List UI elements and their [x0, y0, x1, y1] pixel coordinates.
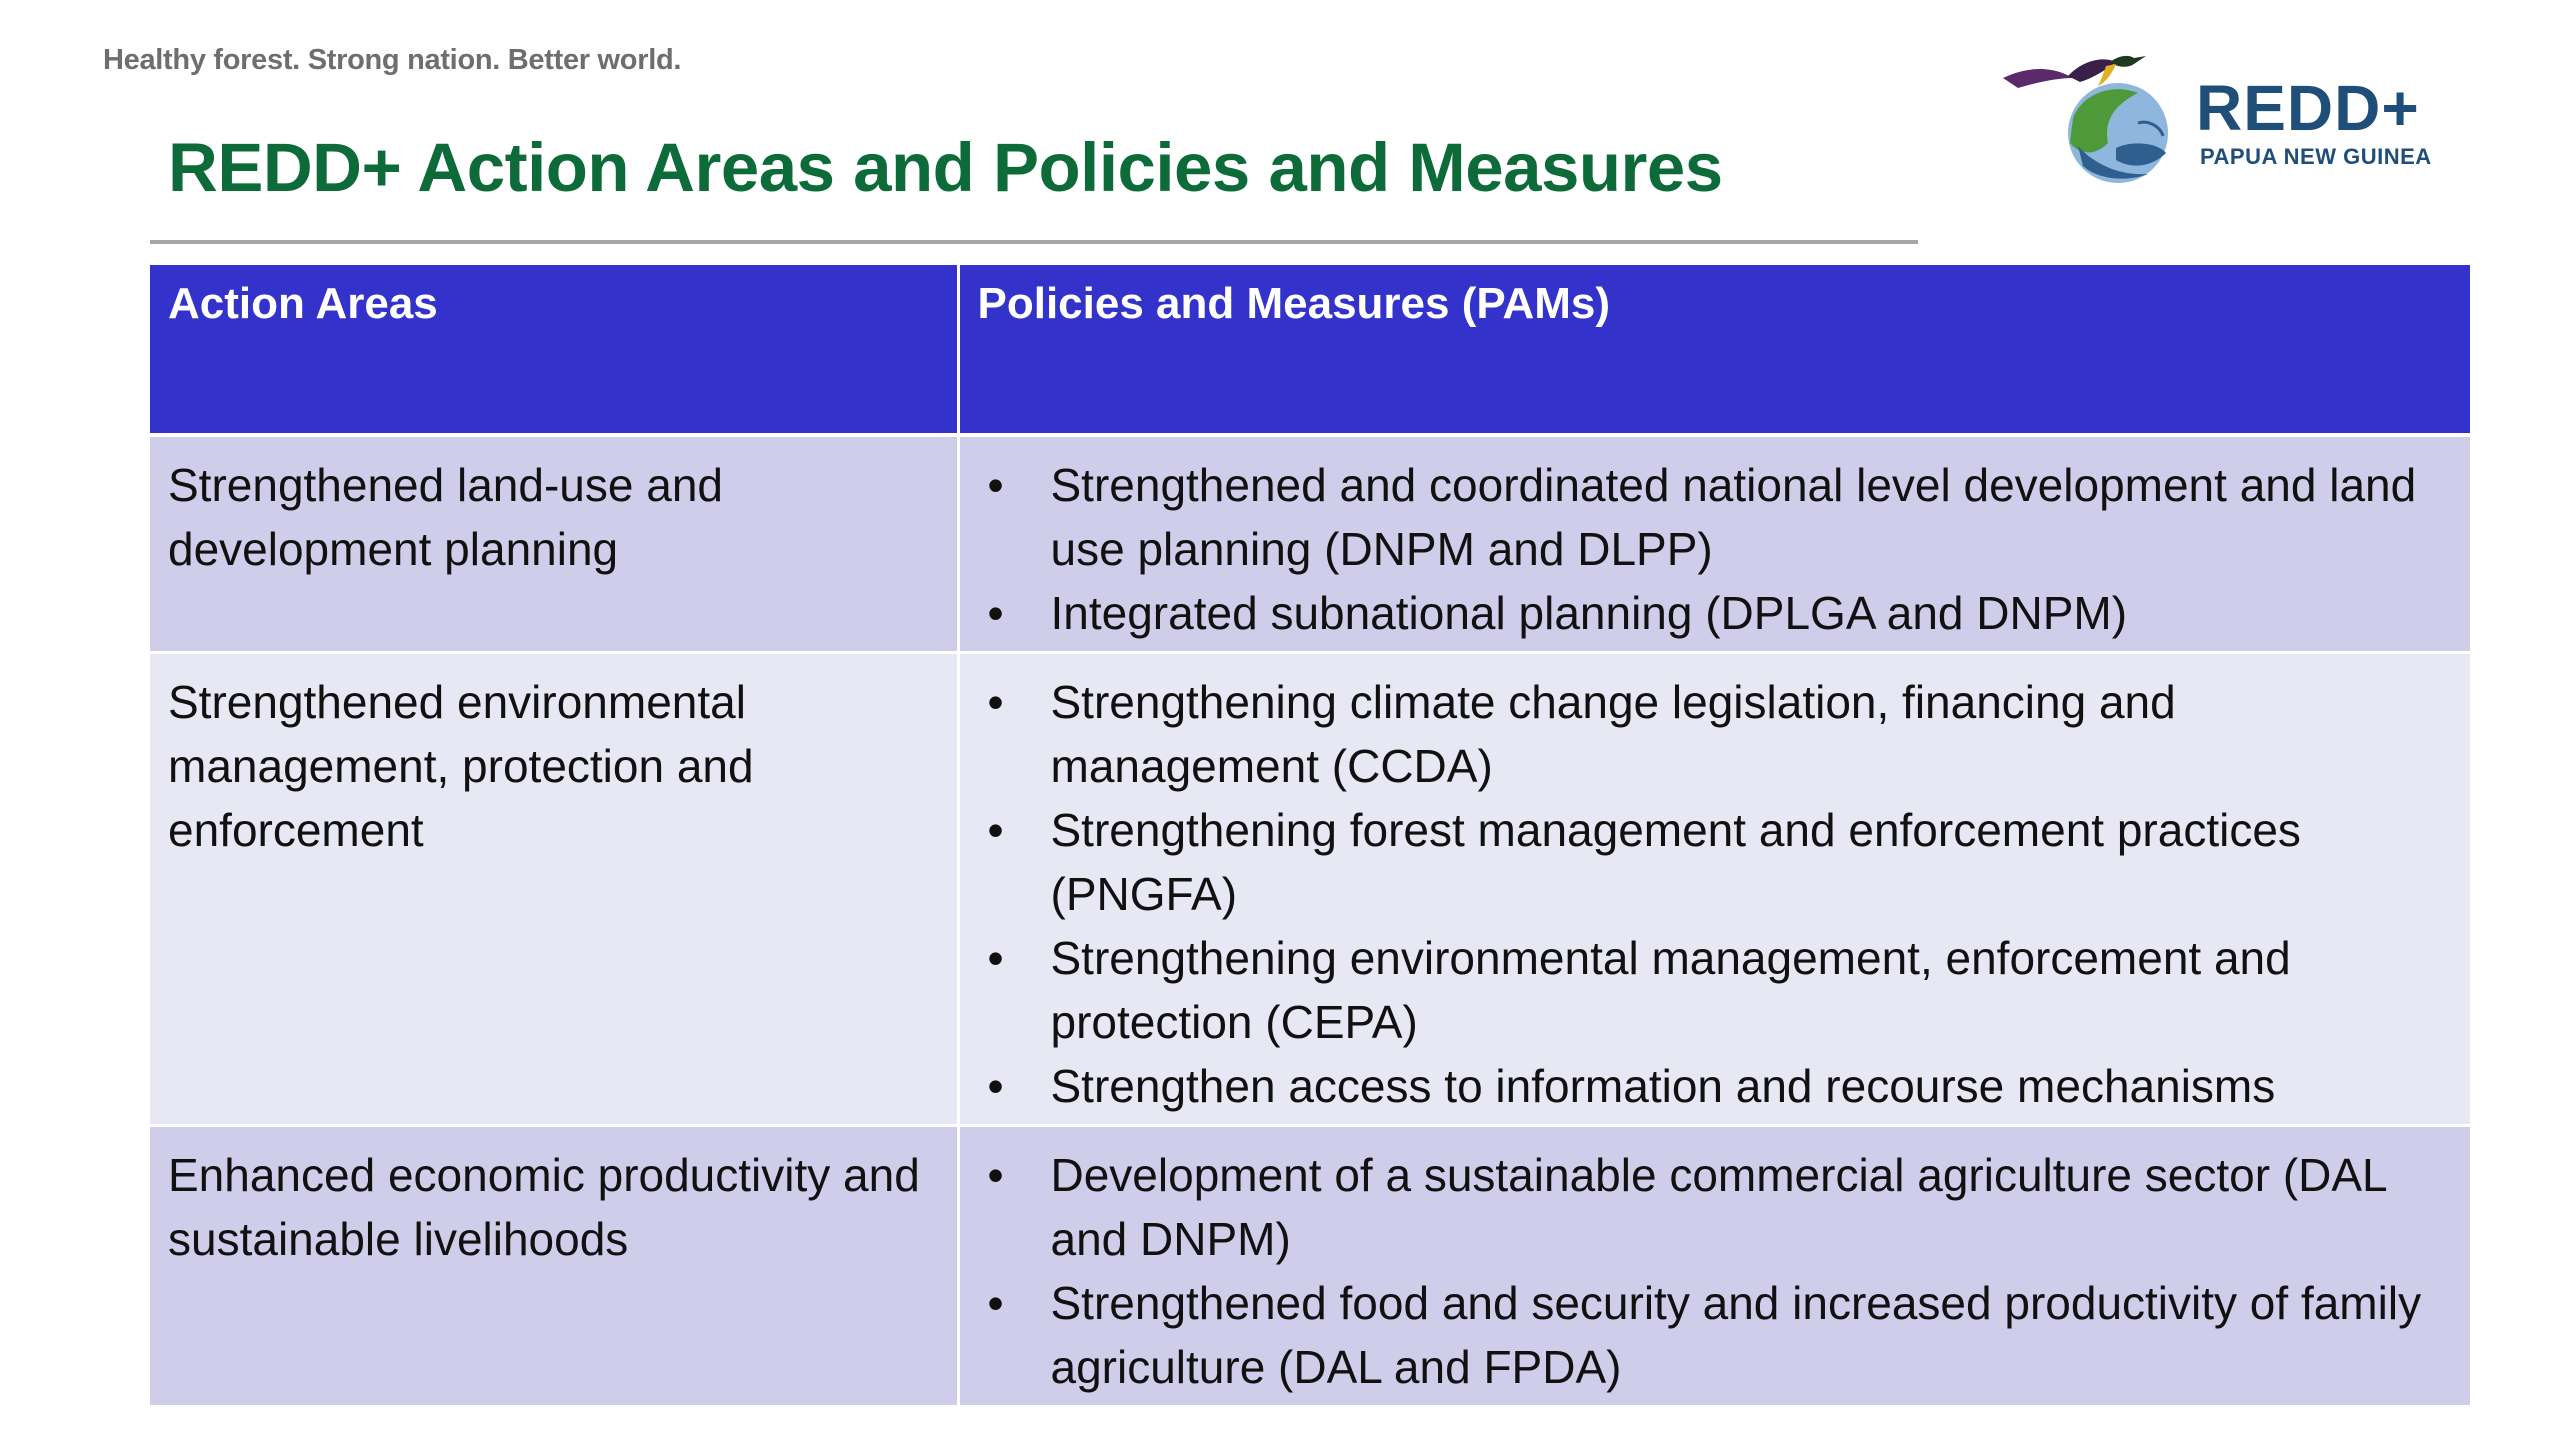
pams-list	[978, 670, 2453, 1118]
pam-item: • Development of a sustainable commercial agriculture sector (DAL and DNPM)	[978, 1143, 2453, 1271]
action-area-cell: Enhanced economic productivity and sustainable livelihoods	[150, 1126, 958, 1407]
table-row	[150, 435, 2470, 653]
pams-cell	[958, 1126, 2470, 1407]
pams-list	[978, 1143, 2453, 1399]
bird-globe-icon	[1998, 48, 2198, 188]
pam-item: • Strengthened food and security and increased productivity of family agriculture (DAL and FPDA)	[978, 1271, 2453, 1399]
pams-table	[150, 265, 2470, 1408]
tagline: Healthy forest. Strong nation. Better world.	[103, 44, 682, 76]
pams-cell	[958, 653, 2470, 1126]
pams-list	[978, 453, 2453, 645]
column-header-pams: Policies and Measures (PAMs)	[958, 265, 2470, 435]
pams-cell	[958, 435, 2470, 653]
redd-png-logo	[1998, 48, 2494, 188]
logo-subtitle: PAPUA NEW GUINEA	[2200, 144, 2432, 169]
pam-item: • Integrated subnational planning (DPLGA and DNPM)	[978, 581, 2453, 645]
table-row	[150, 1126, 2470, 1407]
pam-item: • Strengthening climate change legislation, financing and management (CCDA)	[978, 670, 2453, 798]
pam-item: • Strengthening environmental management, enforcement and protection (CEPA)	[978, 926, 2453, 1054]
table-row	[150, 653, 2470, 1126]
action-area-cell: Strengthened environmental management, protection and enforcement	[150, 653, 958, 1126]
pam-item: • Strengthened and coordinated national level development and land use planning (DNPM and DLPP)	[978, 453, 2453, 581]
logo-wordmark: REDD+	[2196, 72, 2420, 144]
column-header-action-areas: Action Areas	[150, 265, 958, 435]
pam-item: • Strengthen access to information and recourse mechanisms	[978, 1054, 2453, 1118]
pam-item: • Strengthening forest management and enforcement practices (PNGFA)	[978, 798, 2453, 926]
page-title: REDD+ Action Areas and Policies and Measures	[168, 129, 1723, 206]
title-divider	[150, 240, 1918, 244]
table-header-row	[150, 265, 2470, 435]
action-area-cell: Strengthened land-use and development planning	[150, 435, 958, 653]
